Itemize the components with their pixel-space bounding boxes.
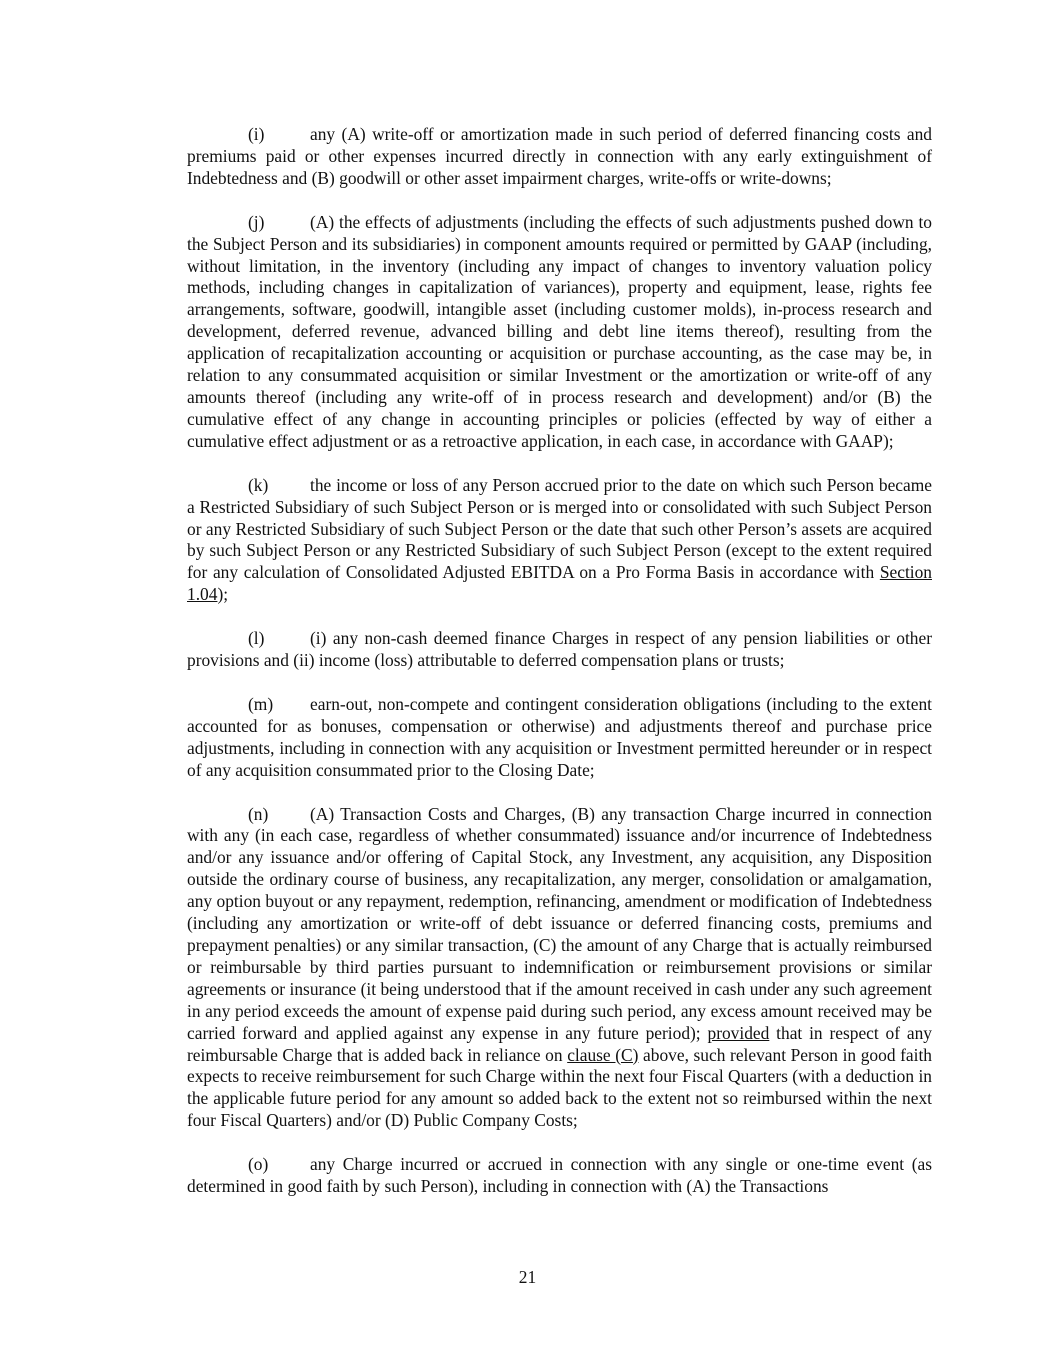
clause-label: (l)	[248, 628, 265, 649]
clause-o	[187, 1154, 932, 1198]
clause-text: the income or loss of any Person accrued prior to the date on which such Person became a Restricted Subsidiary of such Subject Person or is merged into or consolidated with such Subject Person or any Restricted Subsidiary of such Subject Person or the date that such other Person’s assets are acquired by such Subject Person or any Restricted Subsidiary of such Subject Person (except to the extent required for any calculation of Consolidated Adjusted EBITDA on a Pro Forma Basis in accordance with	[187, 474, 932, 583]
clause-text: earn-out, non-compete and contingent consideration obligations (including to the extent accounted for as bonuses, compensation or otherwise) and adjustments thereof and purchase price adjustments, including in connection with any acquisition or Investment permitted hereunder or in respect of any acquisition consummated prior to the Closing Date;	[187, 693, 932, 780]
clause-text: any (A) write-off or amortization made in such period of deferred financing costs and premiums paid or other expenses incurred directly in connection with any early extinguishment of Indebtedness and (B) goodwill or other asset impairment charges, write-offs or write-downs;	[187, 124, 932, 188]
clause-text-end: );	[217, 584, 229, 605]
clause-label: (n)	[248, 803, 269, 824]
clause-text: (i) any non-cash deemed finance Charges in respect of any pension liabilities or other provisions and (ii) income (loss) attributable to deferred compensation plans or trusts;	[187, 628, 932, 671]
clause-c-reference: clause (C)	[567, 1044, 639, 1065]
clause-label: (i)	[248, 124, 265, 144]
clause-text-end: above, such relevant Person in good faith expects to receive reimbursement for such Charge within the next four Fiscal Quarters (with a deduction in the applicable future period for any amount so added back to the extent not so reimbursed within the next four Fiscal Quarters) and/or (D) Public Company Costs;	[187, 1044, 932, 1131]
section-reference-link: Section 1.04	[187, 562, 932, 605]
clause-text: (A) the effects of adjustments (including the effects of such adjustments pushed down to the Subject Person and its subsidiaries) in component amounts required or permitted by GAAP (including, without limitation, in the inventory (including any impact of changes to inventory valuation policy methods, including changes in capitalization of variances), property and equipment, lease, rights fee arrangements, software, goodwill, intangible asset (including customer molds), in-process research and development, deferred revenue, advanced billing and debt line items thereof), resulting from the application of recapitalization accounting or acquisition or purchase accounting, as the case may be, in relation to any consummated acquisition or similar Investment or the amortization or write-off of any amounts thereof (including any write-off of in process research and development) and/or (B) the cumulative effect of any change in accounting principles or policies (effected by way of either a cumulative effect adjustment or as a retroactive application, in each case, in accordance with GAAP);	[187, 211, 932, 451]
clause-text: (A) Transaction Costs and Charges, (B) any transaction Charge incurred in connection with any (in each case, regardless of whether consummated) issuance and/or incurrence of Indebtedness and/or any issuance and/or offering of Capital Stock, any Investment, any acquisition, any Disposition outside the ordinary course of business, any recapitalization, any merger, consolidation or amalgamation, any option buyout or any repayment, redemption, refinancing, amendment or modification of Indebtedness (including any amortization or write-off of debt issuance or deferred financing costs, premiums and prepayment penalties) or any similar transaction, (C) the amount of any Charge that is actually reimbursed or reimbursable by third parties pursuant to indemnification or reimbursement provisions or similar agreements or insurance (it being understood that if the amount received in cash under any such agreement in any period exceeds the amount of expense paid during such period, any excess amount received may be carried forward and applied against any expense in any future period);	[187, 803, 932, 1043]
document-body	[187, 124, 932, 1220]
provided-underlined-term: provided	[707, 1022, 770, 1043]
clause-i	[187, 124, 932, 190]
clause-label: (m)	[248, 693, 274, 714]
clause-label: (o)	[248, 1154, 269, 1175]
clause-m	[187, 694, 932, 782]
clause-k	[187, 475, 932, 606]
clause-l	[187, 628, 932, 672]
clause-text-continued: that in respect of any reimbursable Charge that is added back in reliance on	[187, 1022, 932, 1065]
clause-label: (k)	[248, 474, 269, 495]
page-number: 21	[518, 1267, 537, 1287]
clause-n	[187, 804, 932, 1133]
clause-text: any Charge incurred or accrued in connection with any single or one-time event (as determined in good faith by such Person), including in connection with (A) the Transactions	[187, 1154, 932, 1197]
clause-j	[187, 212, 932, 453]
clause-label: (j)	[248, 211, 265, 232]
